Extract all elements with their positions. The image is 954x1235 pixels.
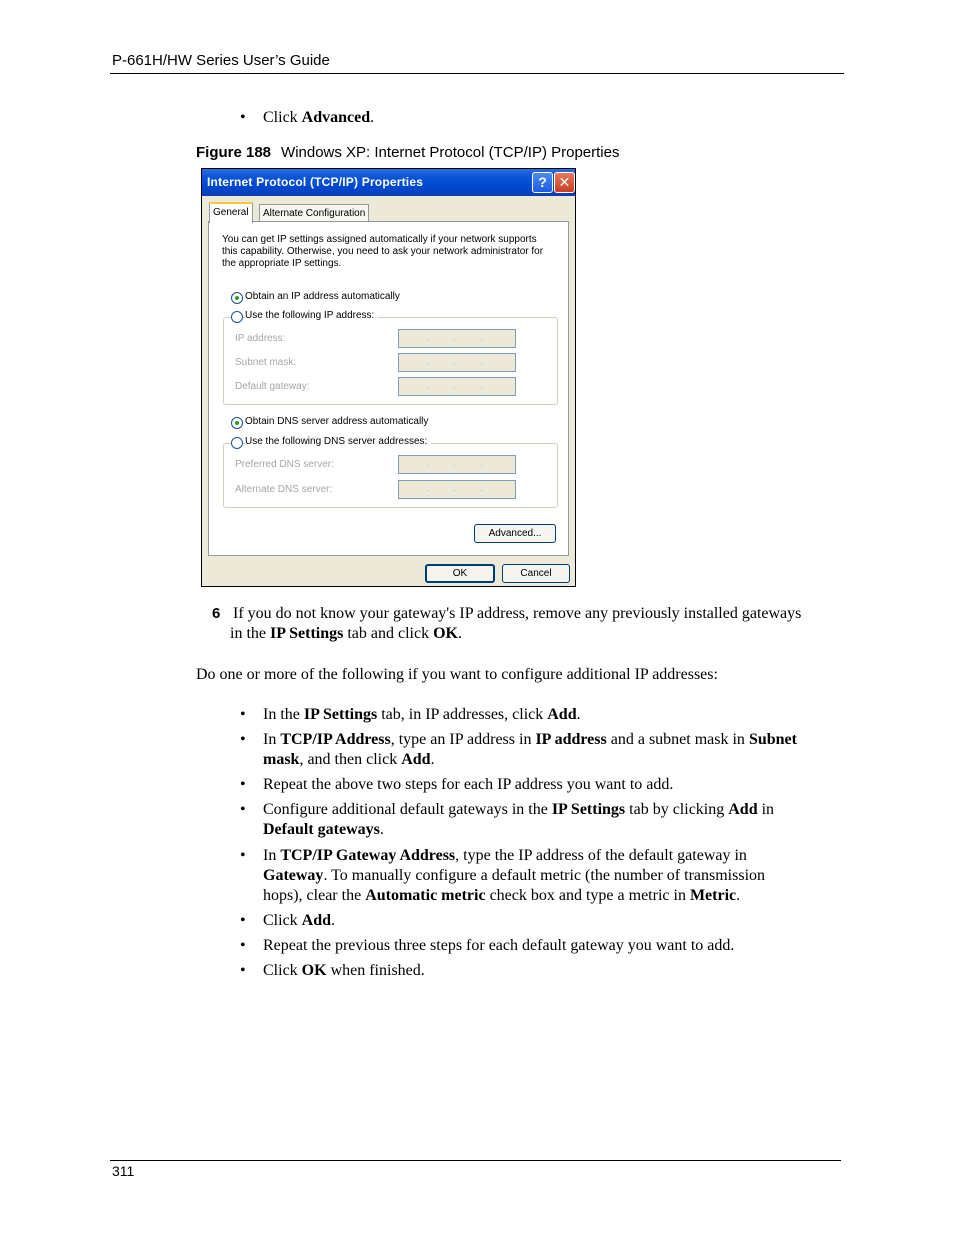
tab-alternate-configuration[interactable]: Alternate Configuration [259,204,369,222]
subnet-mask-label: Subnet mask: [235,357,297,368]
tab-general[interactable]: General [209,202,253,223]
step-number: 6 [212,605,221,622]
advanced-button[interactable]: Advanced... [474,524,556,543]
ip-address-input[interactable]: ... [398,329,516,348]
radio-obtain-dns-auto[interactable] [231,417,243,429]
dialog-title: Internet Protocol (TCP/IP) Properties [207,175,424,189]
bullet-dot: • [240,962,246,979]
cancel-button[interactable]: Cancel [502,564,570,583]
bullet-dot: • [240,731,246,748]
radio-obtain-dns-label: Obtain DNS server address automatically [245,416,429,427]
default-gateway-input[interactable]: ... [398,377,516,396]
radio-use-dns[interactable] [231,437,243,449]
general-panel [208,221,569,556]
help-button[interactable]: ? [532,172,553,193]
ip-address-label: IP address: [235,333,286,344]
bullet-dot: • [240,937,246,954]
radio-obtain-ip-label: Obtain an IP address automatically [245,291,400,302]
description-line-1: You can get IP settings assigned automatically if your network supports [222,234,537,245]
header-rule [110,73,844,74]
preferred-dns-input[interactable]: ... [398,455,516,474]
radio-use-ip-label: Use the following IP address: [245,310,378,322]
bullet-dot: • [240,776,246,793]
default-gateway-label: Default gateway: [235,381,310,392]
bullet-dot: • [240,706,246,723]
running-header: P-661H/HW Series User’s Guide [112,52,330,69]
footer-rule [110,1160,841,1161]
tcpip-properties-dialog [201,168,576,587]
step-6-line-1: If you do not know your gateway's IP address, remove any previously installed gateways [233,605,802,622]
radio-obtain-ip-auto[interactable] [231,292,243,304]
bullet-dot: • [240,847,246,864]
close-button[interactable]: ✕ [554,172,575,193]
alternate-dns-input[interactable]: ... [398,480,516,499]
figure-caption: Figure 188 Windows XP: Internet Protocol (TCP/IP) Properties [196,144,620,161]
bullet-dot: • [240,801,246,818]
subnet-mask-input[interactable]: ... [398,353,516,372]
bullet-dot: • [240,109,246,126]
description-line-3: the appropriate IP settings. [222,258,342,269]
description-line-2: this capability. Otherwise, you need to ask your network administrator for [222,246,544,257]
ok-button[interactable]: OK [425,564,495,583]
radio-use-ip[interactable] [231,311,243,323]
dialog-titlebar [202,169,575,196]
step-6-line-2: in the IP Settings tab and click OK. [230,625,462,642]
radio-use-dns-label: Use the following DNS server addresses: [245,436,431,448]
page-number: 311 [112,1163,135,1179]
intro-paragraph: Do one or more of the following if you want to configure additional IP addresses: [196,666,718,683]
alternate-dns-label: Alternate DNS server: [235,484,333,495]
preferred-dns-label: Preferred DNS server: [235,459,334,470]
bullet-dot: • [240,912,246,929]
